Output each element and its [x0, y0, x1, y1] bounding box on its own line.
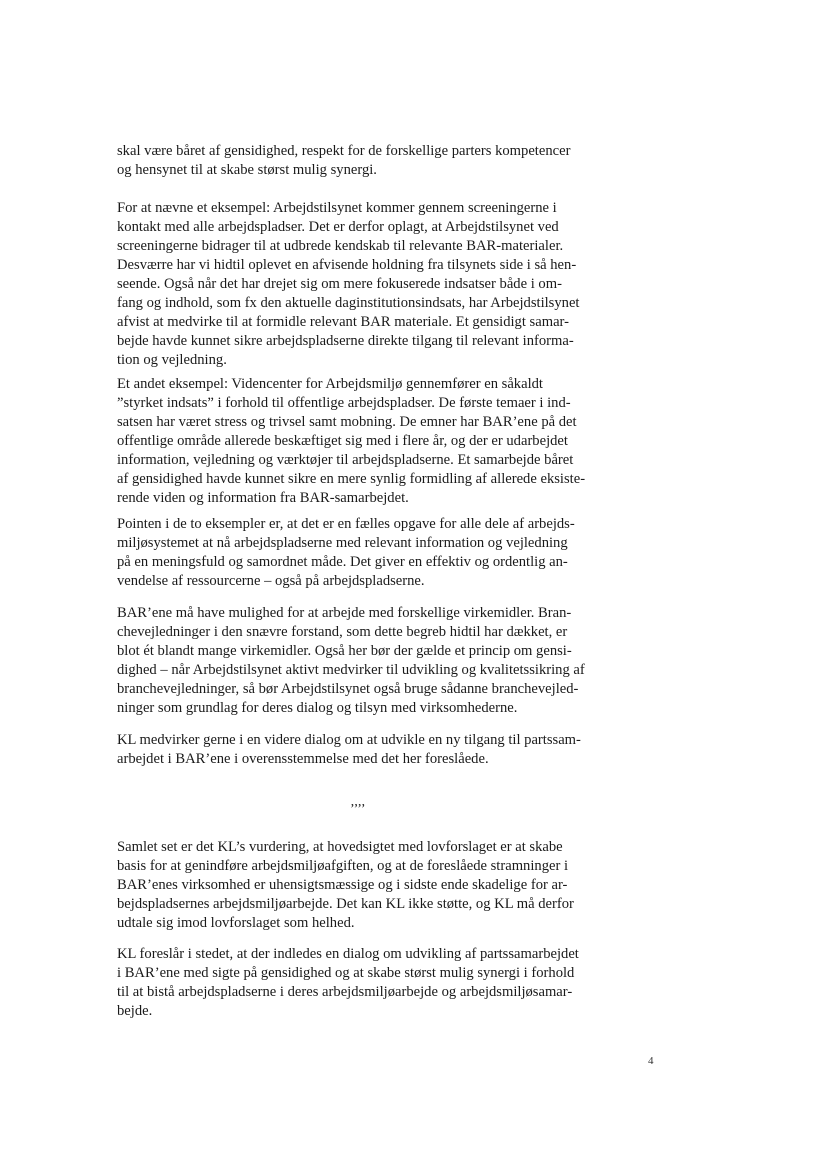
page-number: 4 [648, 1055, 654, 1067]
text-line: screeningerne bidrager til at udbrede kendskab til relevante BAR-materialer. [117, 238, 564, 254]
text-line: Desværre har vi hidtil oplevet en afvisende holdning fra tilsynets side i så hen- [117, 257, 577, 273]
text-line: offentlige område allerede beskæftiget sig med i flere år, og der er udarbejdet [117, 433, 568, 449]
text-line: i BAR’ene med sigte på gensidighed og at skabe størst mulig synergi i forhold [117, 965, 575, 981]
text-line: branchevejledninger, så bør Arbejdstilsynet også bruge sådanne branchevejled- [117, 681, 579, 697]
text-line: afvist at medvirke til at formidle relevant BAR materiale. Et gensidigt samar- [117, 314, 569, 330]
text-line: KL foreslår i stedet, at der indledes en dialog om udvikling af partssamarbejdet [117, 946, 579, 962]
text-line: chevejledninger i den snævre forstand, som dette begreb hidtil har dækket, er [117, 624, 568, 640]
paragraph-point [117, 515, 612, 591]
paragraph-example-two [117, 375, 612, 508]
paragraph-proposal [117, 945, 612, 1021]
text-line: til at bistå arbejdspladserne i deres arbejdsmiljøarbejde og arbejdsmiljøsamar- [117, 984, 573, 1000]
text-line: ”styrket indsats” i forhold til offentlige arbejdspladser. De første temaer i ind- [117, 395, 571, 411]
paragraph-conclusion [117, 838, 612, 933]
paragraph-intro [117, 142, 612, 180]
text-line: tion og vejledning. [117, 352, 227, 368]
section-separator: ’’’’ [350, 802, 366, 817]
text-line: Pointen i de to eksempler er, at det er en fælles opgave for alle dele af arbejds- [117, 516, 575, 532]
text-line: fang og indhold, som fx den aktuelle daginstitutionsindsats, har Arbejdstilsynet [117, 295, 580, 311]
text-line: på en meningsfuld og samordnet måde. Det giver en effektiv og ordentlig an- [117, 554, 568, 570]
paragraph-dialog [117, 731, 612, 769]
text-line: rende viden og information fra BAR-samarbejdet. [117, 490, 409, 506]
text-line: For at nævne et eksempel: Arbejdstilsynet kommer gennem screeningerne i [117, 200, 557, 216]
text-line: bejdspladsernes arbejdsmiljøarbejde. Det kan KL ikke støtte, og KL må derfor [117, 896, 574, 912]
text-line: bejde havde kunnet sikre arbejdspladserne direkte tilgang til relevant informa- [117, 333, 574, 349]
text-line: miljøsystemet at nå arbejdspladserne med relevant information og vejledning [117, 535, 568, 551]
text-line: BAR’ene må have mulighed for at arbejde med forskellige virkemidler. Bran- [117, 605, 572, 621]
text-line: arbejdet i BAR’ene i overensstemmelse med det her foreslåede. [117, 751, 489, 767]
text-line: kontakt med alle arbejdspladser. Det er derfor oplagt, at Arbejdstilsynet ved [117, 219, 559, 235]
text-line: Et andet eksempel: Videncenter for Arbejdsmiljø gennemfører en såkaldt [117, 376, 543, 392]
text-line: dighed – når Arbejdstilsynet aktivt medvirker til udvikling og kvalitetssikring af [117, 662, 585, 678]
text-line: af gensidighed havde kunnet sikre en mere synlig formidling af allerede eksiste- [117, 471, 586, 487]
text-line: Samlet set er det KL’s vurdering, at hovedsigtet med lovforslaget er at skabe [117, 839, 563, 855]
text-line: satsen har været stress og trivsel samt mobning. De emner har BAR’ene på det [117, 414, 577, 430]
text-line: vendelse af ressourcerne – også på arbejdspladserne. [117, 573, 425, 589]
paragraph-instruments [117, 604, 612, 718]
text-line: information, vejledning og værktøjer til arbejdspladserne. Et samarbejde båret [117, 452, 574, 468]
text-line: KL medvirker gerne i en videre dialog om at udvikle en ny tilgang til partssam- [117, 732, 581, 748]
text-line: BAR’enes virksomhed er uhensigtsmæssige og i sidste ende skadelige for ar- [117, 877, 568, 893]
text-line: ninger som grundlag for deres dialog og tilsyn med virksomhederne. [117, 700, 518, 716]
text-line: og hensynet til at skabe størst mulig synergi. [117, 162, 377, 178]
text-line: udtale sig imod lovforslaget som helhed. [117, 915, 355, 931]
text-line: basis for at genindføre arbejdsmiljøafgiften, og at de foreslåede stramninger i [117, 858, 569, 874]
text-line: skal være båret af gensidighed, respekt for de forskellige parters kompetencer [117, 143, 571, 159]
text-line: seende. Også når det har drejet sig om mere fokuserede indsatser både i om- [117, 276, 562, 292]
paragraph-example-one [117, 199, 612, 370]
text-line: bejde. [117, 1003, 153, 1019]
text-line: blot ét blandt mange virkemidler. Også her bør der gælde et princip om gensi- [117, 643, 572, 659]
